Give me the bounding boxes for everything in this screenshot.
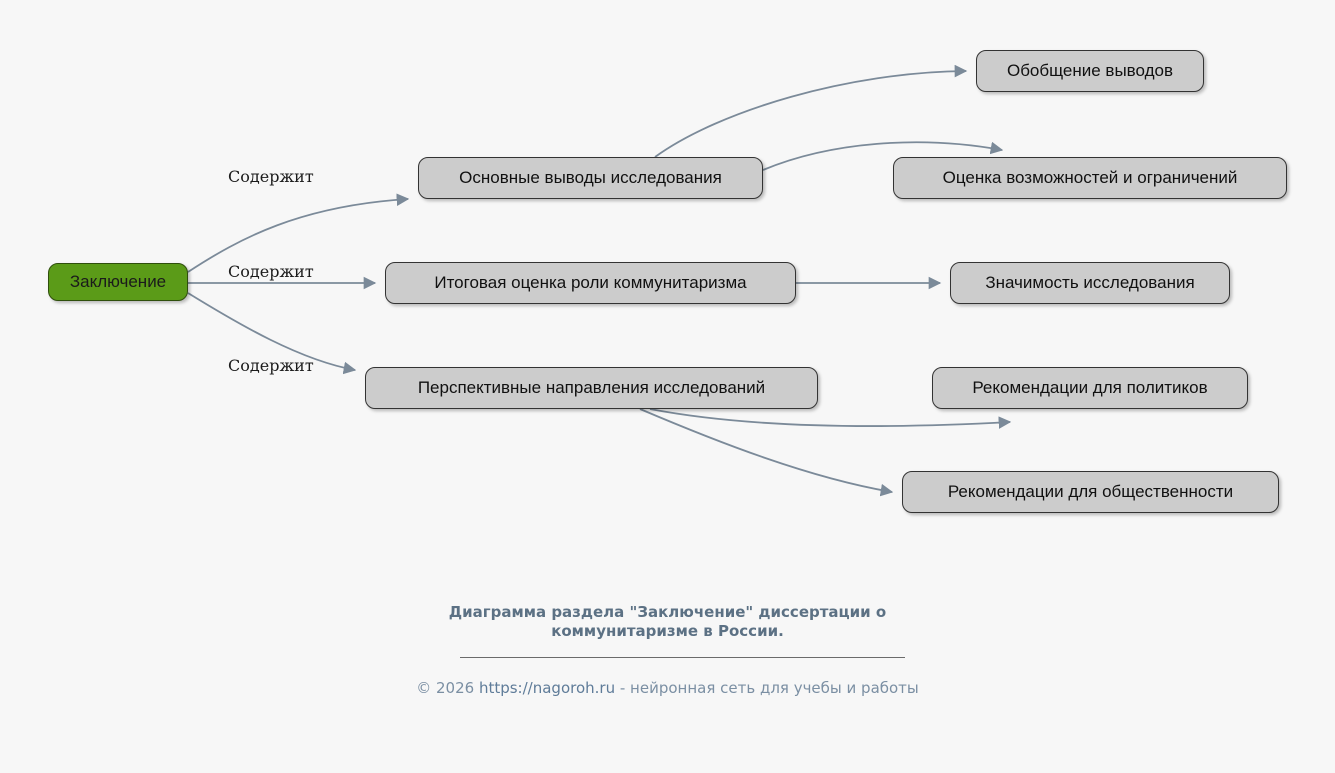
footer-tail: - нейронная сеть для учебы и работы (615, 679, 919, 697)
node-znachimost-issledovaniya[interactable] (950, 262, 1230, 304)
edge-n6-to-n7 (650, 409, 1010, 426)
footer-divider (460, 657, 905, 658)
node-ocenka-vozmozhnostej[interactable] (893, 157, 1287, 199)
node-rekomendacii-dlya-obshchestvennosti[interactable] (902, 471, 1279, 513)
node-osnovnye-vyvody[interactable] (418, 157, 763, 199)
node-label: Итоговая оценка роли коммунитаризма (434, 273, 747, 292)
node-obobshchenie-vyvodov[interactable] (976, 50, 1204, 92)
node-label: Основные выводы исследования (459, 168, 722, 187)
edge-label-soderzhit-3: Содержит (228, 356, 314, 375)
diagram-caption-line1: Диаграмма раздела "Заключение" диссертации о (448, 603, 887, 621)
node-label: Оценка возможностей и ограничений (942, 168, 1238, 187)
node-label: Рекомендации для общественности (947, 482, 1234, 501)
diagram-caption-line2: коммунитаризме в России. (551, 622, 784, 640)
node-label: Значимость исследования (985, 273, 1195, 292)
node-rekomendacii-dlya-politikov[interactable] (932, 367, 1248, 409)
node-root-label: Заключение (69, 272, 167, 291)
node-label: Рекомендации для политиков (972, 378, 1208, 397)
footer-link[interactable]: https://nagoroh.ru (478, 679, 616, 697)
edge-label-soderzhit-2: Содержит (228, 262, 314, 281)
node-itogovaya-ocenka[interactable] (385, 262, 796, 304)
edge-n6-to-n8 (640, 409, 892, 492)
edge-label-soderzhit-1: Содержит (228, 167, 314, 186)
node-root[interactable] (48, 263, 188, 301)
node-label: Перспективные направления исследований (417, 378, 766, 397)
node-perspektivnye-napravleniya[interactable] (365, 367, 818, 409)
edge-n1-to-n2 (655, 71, 966, 157)
footer-credit (0, 679, 1335, 697)
node-label: Обобщение выводов (1006, 61, 1174, 80)
footer-copyright: © 2026 (416, 679, 479, 697)
